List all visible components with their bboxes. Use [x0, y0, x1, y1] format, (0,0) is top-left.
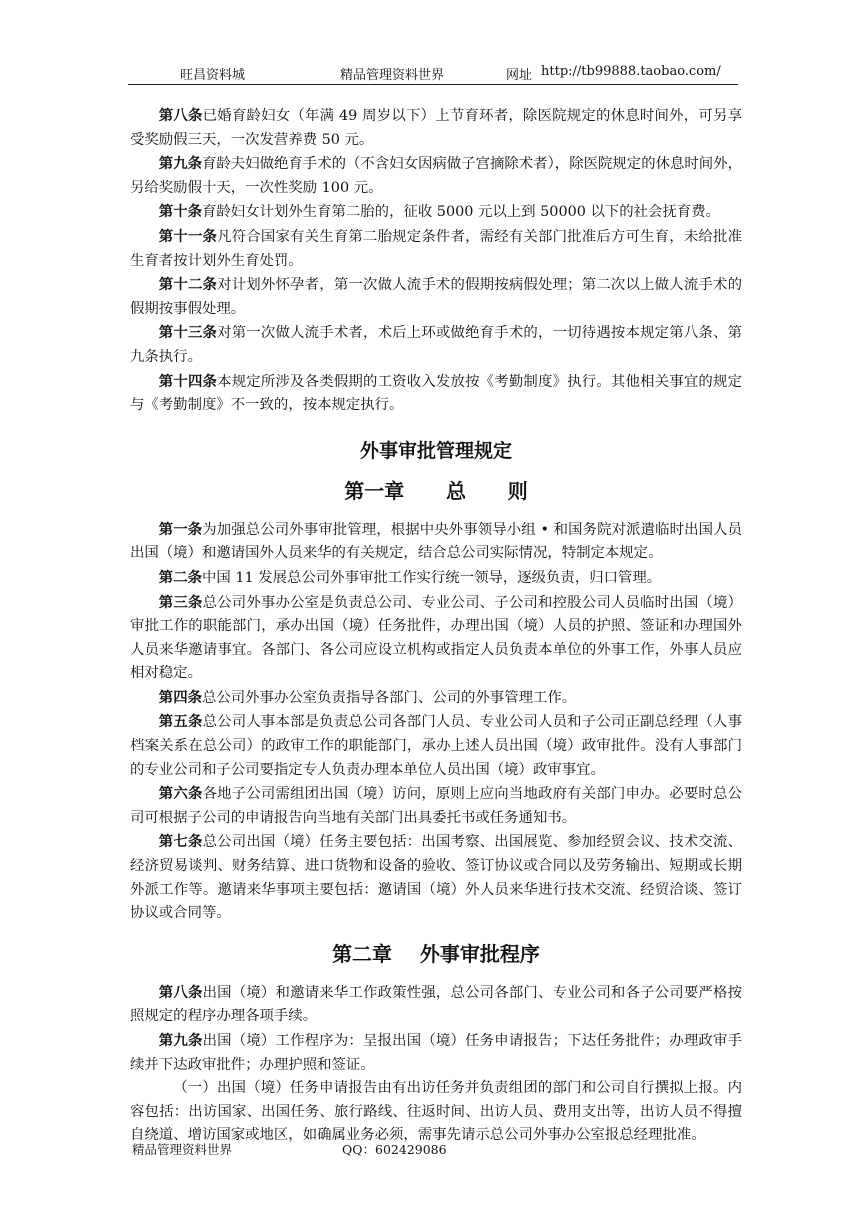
article-text: 对第一次做人流手术者，术后上环或做绝育手术的，一切待遇按本规定第八条、第九条执行。 [130, 325, 742, 365]
article-number: 第七条 [158, 833, 203, 851]
article-text: 出国（境）工作程序为：呈报出国（境）任务申请报告；下达任务批件；办理政审手续并下达政审批件；办理护照和签证。 [130, 1033, 742, 1073]
article-number: 第三条 [158, 593, 203, 611]
article-number: 第十二条 [158, 276, 218, 294]
document-body [130, 104, 742, 1148]
article-paragraph [130, 591, 742, 686]
article-paragraph [130, 782, 742, 830]
article-paragraph [130, 273, 742, 321]
article-number: 第一条 [158, 520, 203, 538]
article-number: 第十三条 [158, 324, 218, 342]
article-number: 第十条 [158, 203, 202, 221]
article-number: 第二条 [158, 568, 202, 586]
article-paragraph [130, 370, 742, 418]
header-shop-name: 旺昌资料城 [180, 68, 246, 83]
article-paragraph [130, 225, 742, 273]
header-url-label: 网址 [506, 68, 533, 83]
section-family-planning [130, 104, 742, 418]
footer-site-name: 精品管理资料世界 [132, 1142, 233, 1157]
article-number: 第六条 [158, 785, 203, 803]
article-text: 育龄夫妇做绝育手术的（不含妇女因病做子宫摘除术者），除医院规定的休息时间外，另给奖励假十天，一次性奖励 100 元。 [130, 156, 742, 196]
section-chapter-2 [130, 981, 742, 1077]
article-number: 第十一条 [158, 227, 218, 245]
chapter-heading-1: 第一章 总 则 [344, 478, 528, 503]
section-chapter-1 [130, 518, 742, 926]
article-paragraph [130, 566, 742, 591]
article-number: 第十四条 [158, 372, 218, 390]
footer-qq: QQ：602429086 [342, 1142, 447, 1157]
article-text: 本规定所涉及各类假期的工资收入发放按《考勤制度》执行。其他相关事宜的规定与《考勤制度》不一致的，按本规定执行。 [130, 373, 742, 414]
article-text: 总公司出国（境）任务主要包括：出国考察、出国展览、参加经贸会议、技术交流、经济贸易谈判、财务结算、进口货物和设备的验收、签订协议或合同以及劳务输出、短期或长期外派工作等。邀请来华事项主要包括：邀请国（境）外人员来华进行技术交流、经贸洽谈、签订协议或合同等。 [130, 834, 742, 922]
document-title: 外事审批管理规定 [359, 439, 512, 462]
article-text: 为加强总公司外事审批管理，根据中央外事领导小组 • 和国务院对派遣临时出国人员出国（境）和邀请国外人员来华的有关规定，结合总公司实际情况，特制定本规定。 [130, 521, 742, 562]
article-text: 各地子公司需组团出国（境）访问，原则上应向当地政府有关部门申办。必要时总公司可根据子公司的申请报告向当地有关部门出具委托书或任务通知书。 [130, 786, 742, 826]
chapter-heading-2: 第二章 外事审批程序 [332, 941, 540, 966]
article-text: 出国（境）和邀请来华工作政策性强，总公司各部门、专业公司和各子公司要严格按照规定的程序办理各项手续。 [130, 984, 742, 1025]
article-paragraph [130, 152, 742, 200]
article-paragraph [130, 321, 742, 369]
article-text: 对计划外怀孕者，第一次做人流手术的假期按病假处理；第二次以上做人流手术的假期按事假处理。 [130, 277, 742, 317]
article-paragraph [130, 518, 742, 566]
header-site-name: 精品管理资料世界 [340, 68, 445, 83]
article-number: 第八条 [158, 107, 203, 124]
article-paragraph [130, 200, 742, 225]
article-text: 已婚育龄妇女（年满 49 周岁以下）上节育环者，除医院规定的休息时间外，可另享受奖励假三天，一次发营养费 50 元。 [130, 108, 742, 148]
clause-item-1: （一）出国（境）任务申请报告由有出访任务并负责组团的部门和公司自行撰拟上报。内容包括：出访国家、出国任务、旅行路线、往返时间、出访人员、费用支出等，出访人员不得擅自绕道、增访国家或地区，如确属业务必须，需事先请示总公司外事办公室报总经理批准。 [130, 1080, 742, 1144]
article-text: 总公司外事办公室负责指导各部门、公司的外事管理工作。 [201, 689, 577, 706]
article-text: 凡符合国家有关生育第二胎规定条件者，需经有关部门批准后方可生育，未给批准生育者按计划外生育处罚。 [130, 228, 742, 269]
article-paragraph [130, 981, 742, 1029]
article-text: 中国 11 发展总公司外事审批工作实行统一领导，逐级负责，归口管理。 [201, 569, 662, 586]
header-url-link[interactable]: http://tb99888.taobao.com/ [541, 64, 721, 79]
page-header [128, 62, 738, 85]
article-number: 第九条 [158, 1032, 203, 1049]
article-paragraph [130, 830, 742, 925]
article-text: 总公司外事办公室是负责总公司、专业公司、子公司和控股公司人员临时出国（境）审批工作的职能部门，承办出国（境）任务批件，办理出国（境）人员的护照、签证和办理国外人员来华邀请事宜。各部门、各公司应设立机构或指定人员负责本单位的外事工作，外事人员应相对稳定。 [130, 594, 742, 682]
article-number: 第五条 [158, 713, 203, 731]
article-text: 总公司人事本部是负责总公司各部门人员、专业公司人员和子公司正副总经理（人事档案关系在总公司）的政审工作的职能部门，承办上述人员出国（境）政审批件。没有人事部门的专业公司和子公司要指定专人负责办理本单位人员出国（境）政审事宜。 [130, 714, 742, 778]
article-number: 第九条 [158, 155, 202, 173]
article-text: 育龄妇女计划外生育第二胎的，征收 5000 元以上到 50000 以下的社会抚育费。 [201, 204, 721, 221]
article-number: 第四条 [158, 688, 202, 706]
article-paragraph [130, 104, 742, 152]
article-paragraph [130, 686, 742, 711]
article-paragraph [130, 1029, 742, 1077]
article-paragraph [130, 710, 742, 782]
article-number: 第八条 [158, 983, 203, 1001]
